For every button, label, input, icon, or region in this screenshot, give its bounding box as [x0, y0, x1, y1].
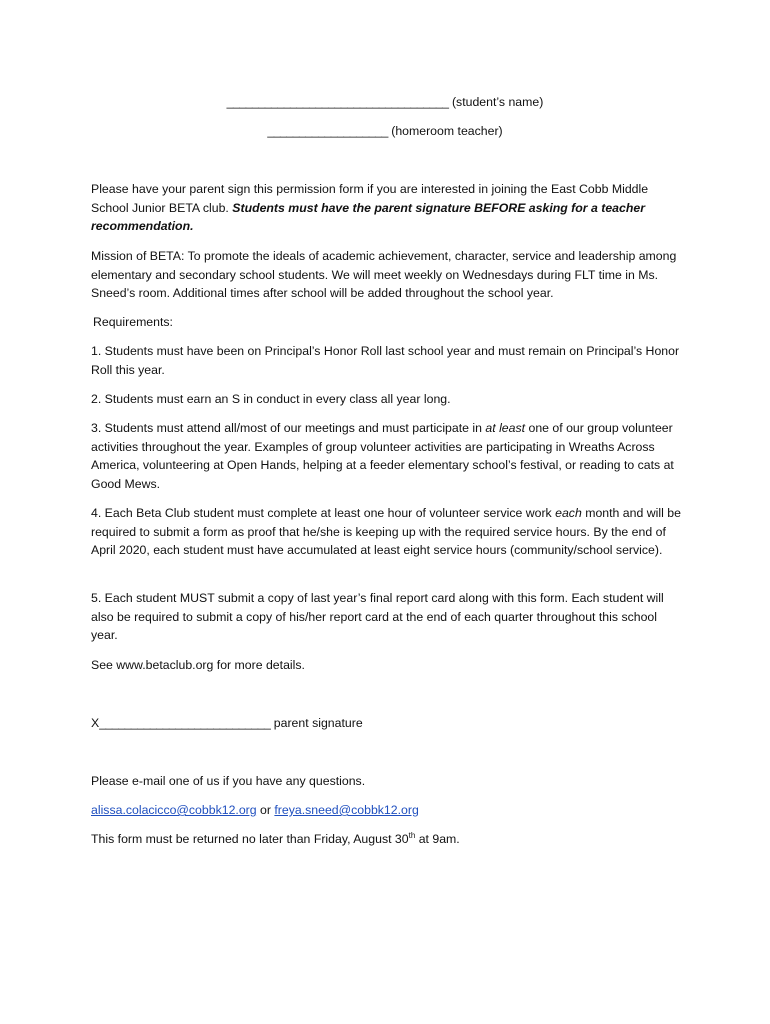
student-name-label: (student’s name) [451, 95, 544, 109]
student-name-line [0, 93, 770, 112]
requirement-4-text-start: 4. Each Beta Club student must complete at least one hour of volunteer service work [91, 506, 552, 520]
intro-emphasis: Students must have the parent signature BEFORE asking for a teacher recommendation. [91, 200, 645, 234]
requirement-2-text: 2. Students must earn an S in conduct in every class all year long. [91, 392, 451, 406]
parent-signature-label: parent signature [273, 716, 363, 730]
requirement-3-emphasis: at least [485, 421, 526, 435]
parent-signature-blank[interactable]: ___________________________ [99, 716, 271, 730]
email-joiner: or [260, 803, 271, 817]
requirement-5 [91, 589, 681, 645]
contact-emails [91, 801, 419, 820]
homeroom-teacher-blank[interactable]: ___________________ [267, 124, 388, 138]
email-link-colacicco[interactable]: alissa.colacicco@cobbk12.org [91, 803, 257, 817]
student-name-blank[interactable]: ___________________________________ [226, 95, 449, 109]
intro-text: Please have your parent sign this permission form if you are interested in joining the East Cobb Middle School Junior BETA club. [91, 182, 649, 215]
email-link-sneed[interactable]: freya.sneed@cobbk12.org [274, 803, 419, 817]
deadline-text-start: This form must be returned no later than Friday, August 30 [91, 832, 409, 846]
deadline-text [91, 830, 460, 849]
homeroom-teacher-label: (homeroom teacher) [391, 124, 503, 138]
deadline-superscript: th [408, 830, 416, 840]
mission-paragraph [91, 247, 681, 303]
requirement-3 [91, 419, 681, 493]
requirement-4-text-end: month and will be required to submit a form as proof that he/she is keeping up with the required service hours. By the end of April 2020, each student must have accumulated at least eight service hours (community/school service). [91, 506, 681, 558]
contact-prompt: Please e-mail one of us if you have any questions. [91, 774, 366, 788]
signature-prefix: X [91, 716, 100, 730]
requirement-2 [91, 390, 681, 409]
see-more-text: See www.betaclub.org for more details. [91, 658, 305, 672]
requirement-5-text: 5. Each student MUST submit a copy of last year’s final report card along with this form. Each student will also be required to submit a copy of his/her report card at the end of each quarter throughout this school year. [91, 591, 664, 643]
homeroom-teacher-line [0, 122, 770, 141]
intro-paragraph [91, 180, 681, 236]
requirement-1 [91, 342, 681, 379]
mission-text: Mission of BETA: To promote the ideals of academic achievement, character, service and leadership among elementary and secondary school students. We will meet weekly on Wednesdays during FLT time in Ms. Sneed’s room. Additional times after school will be added throughout the school year. [91, 249, 677, 301]
requirement-4 [91, 504, 681, 560]
requirement-3-text-start: 3. Students must attend all/most of our meetings and must participate in [91, 421, 482, 435]
requirements-heading: Requirements: [93, 315, 173, 329]
deadline-text-end: at 9am. [418, 832, 460, 846]
requirement-1-text: 1. Students must have been on Principal’s Honor Roll last school year and must remain on Principal’s Honor Roll this year. [91, 344, 680, 377]
parent-signature-line [91, 714, 363, 733]
requirement-4-emphasis: each [555, 506, 582, 520]
requirement-3-text-end: one of our group volunteer activities throughout the year. Examples of group volunteer activities are participating in Wreaths Across America, volunteering at Open Hands, helping at a feeder elementary school’s festival, or reading to cats at Good Mews. [91, 421, 674, 491]
